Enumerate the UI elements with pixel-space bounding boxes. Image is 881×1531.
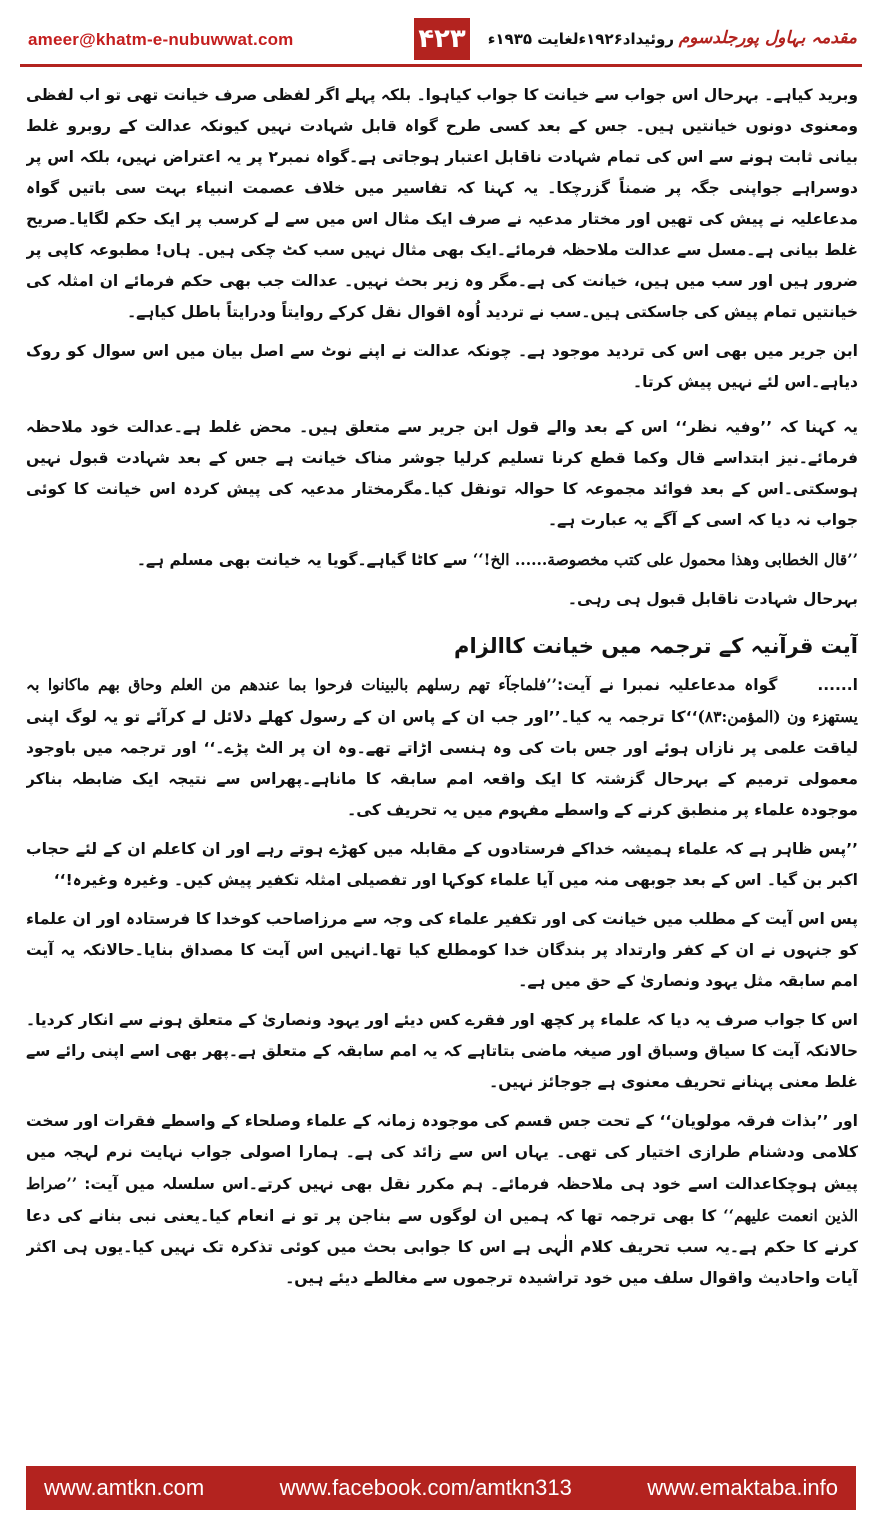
footer-link-emaktaba[interactable]: www.emaktaba.info [647,1475,838,1500]
paragraph-4-intro: گواہ مدعاعلیہ نمبرا نے آیت: [557,676,778,694]
arabic-quote-khattabi: ’’قال الخطابی وھذا محمول علی کتب مخصوصة...... الخ!‘‘ [472,550,858,569]
section-heading: آیت قرآنیہ کے ترجمہ میں خیانت کاالزام [454,634,858,658]
footer-link-amtkn[interactable]: www.amtkn.com [44,1475,205,1500]
header-divider [20,64,862,67]
header-period: روئیداد۱۹۲۶ءلغایت ۱۹۳۵ء [487,30,674,48]
paragraph-3-end: بہرحال شہادت ناقابل قبول ہی رہی۔ [567,590,858,608]
paragraph-4-rest: ‘‘کا ترجمہ یہ کیا۔’’اور جب ان کے پاس ان کے رسول کھلے دلائل لے کرآئے تو یہ لوگ اپنی لیاقت علمی پر نازاں ہوئے اور جس بات کی وہ ہنسی اڑاتے تھے۔وہ ان پر الٹ پڑے۔‘‘ اور ترجمہ میں باوجود معمولی ترمیم کے بہرحال گزشتہ کا ایک واقعہ امم سابقہ کا ماناہے۔پھراس سے نتیجہ ایک ضابطہ بناکر موجودہ علماء پر منطبق کرنے کے واسطے مفہوم میں یہ تحریف کی۔ [26,708,858,819]
page-number-badge: ۴۲۳ [414,18,470,60]
item-marker: ا...... [817,676,858,694]
paragraph-2: ابن جریر میں بھی اس کی تردید موجود ہے۔ چونکہ عدالت نے اپنے نوٹ سے اصل بیان میں اس سوال کو روک دیاہے۔اس لئے نہیں پیش کرتا۔ [26,342,858,391]
arabic-verse-mumin: ’’فلماجآء تھم رسلھم بالبینات فرحوا بما عندھم من العلم وحاق بھم ماکانوا بہ یستھزء ون (المؤمن:۸۳) [26,675,858,726]
page-header [0,0,881,68]
paragraph-3-quote [26,544,858,576]
page-footer [26,1466,856,1510]
paragraph-8-b: کا بھی ترجمہ تھا کہ ہمیں ان لوگوں سے بناجن پر تو نے انعام کیا۔یعنی نبی بنانے کی دعا کرنے کا حکم ہے۔یہ سب تحریف کلام الٰہی ہے اس کا جوابی بحث میں کوئی تذکرہ تک نہیں کیا۔یوں ہی اکثر آیات واحادیث واقوال سلف میں خود تراشیدہ ترجموں سے مغالطے دیئے ہیں۔ [26,1207,858,1287]
paragraph-4 [26,669,858,826]
paragraph-1: وبرید کیاہے۔ بہرحال اس جواب سے خیانت کا جواب کیاہوا۔ بلکہ پہلے اگر لفظی صرف خیانت تھی تو اب لفظی ومعنوی دونوں خیانتیں ہیں۔ جس کے بعد کسی طرح گواہ قابل شہادت نہیں کیونکہ عدالت کے روبرو غلط بیانی ثابت ہونے سے اس کی تمام شہادت ناقابل اعتبار ہوجاتی ہے۔گواہ نمبر۲ پر یہ اعتراض نہیں، بلکہ اس پر دوسراہے جواپنی جگہ پر ضمناً گزرچکا۔ یہ کہنا کہ تفاسیر میں خلاف عصمت انبیاء بہت سی باتیں گواہ مدعاعلیہ نے پیش کی تھیں اور مختار مدعیہ نے صرف ایک مثال اس میں سے لے کرسب پر ایک حکم لگایا۔صریح غلط بیانی ہے۔مسل سے عدالت ملاحظہ فرمائے۔ایک بھی مثال نہیں سب کٹ چکی ہیں۔ ہاں! مطبوعہ کاپی پر ضرور ہیں اور سب میں ہیں، خیانت کی ہے۔مگر وہ زیر بحث نہیں۔ عدالت جب بھی حکم فرمائے ان امثلہ کی خیانتیں تمام پیش کی جاسکتی ہیں۔سب نے تردید اُوہ اقوال نقل کرکے روایتاً ودرایتاً باطل کیاہے۔ [26,86,858,321]
arabic-verse-fatiha: ’’صراط الذین انعمت علیھم‘‘ [26,1174,858,1225]
quote-tail: سے کاٹا گیاہے۔گویا یہ خیانت بھی مسلم ہے۔ [136,551,468,569]
paragraph-8-a: اور ’’بذات فرقہ مولویان‘‘ کے تحت جس قسم کی موجودہ زمانہ کے علماء وصلحاء کے واسطے فقرات اور سخت کلامی ودشنام طرازی اختیار کی تھی۔ یہاں اس سے زائد کی ہے۔ ہمارا اصولی جواب نہایت نرم لہجہ میں پیش ہوچکاعدالت اسے خود ہی ملاحظہ فرمائے۔ ہم مکرر نقل بھی نہیں کرتے۔اس سلسلہ میں آیت: [26,1112,858,1193]
paragraph-5-quote: ’’پس ظاہر ہے کہ علماء ہمیشہ خداکے فرستادوں کے مقابلہ میں کھڑے ہوتے رہے اور ان کاعلم ان کے لئے حجاب اکبر بن گیا۔ اس کے بعد جوبھی منہ میں آیا علماء کوکہا اور تفصیلی امثلہ تکفیر پیش کیں۔ وغیرہ وغیرہ!‘‘ [26,840,858,889]
paragraph-3 [26,412,858,536]
footer-link-facebook[interactable]: www.facebook.com/amtkn313 [279,1475,572,1500]
paragraph-3-text: یہ کہنا کہ ’’وفیہ نظر‘‘ اس کے بعد والے قول ابن جریر سے متعلق ہیں۔ محض غلط ہے۔عدالت خود ملاحظہ فرمائے۔نیز ابتداسے قال وکما قطع کرنا تسلیم کرلیا جوشر مناک خیانت ہے جس کے بعد شہادت قبول نہیں ہوسکتی۔اس کے بعد فوائد مجموعہ کا حوالہ تونقل کیا۔مگرمختار مدعیہ کی پیش کردہ اس خیانت کا کوئی جواب نہ دیا کہ اسی کے آگے یہ عبارت ہے۔ [26,418,858,529]
book-title: مقدمہ بہاول پورجلدسوم [678,28,857,48]
paragraph-6: پس اس آیت کے مطلب میں خیانت کی اور تکفیر علماء کی وجہ سے مرزاصاحب کوخدا کا فرستادہ اور ان علماء کو جنہوں نے ان کے کفر وارتداد پر بندگان خدا کومطلع کیا تھا۔انہیں اس آیت کا مصداق بنایا۔حالانکہ یہ آیت امم سابقہ مثل یہود ونصاریٰ کے حق میں ہے۔ [26,910,858,990]
document-body [26,80,858,1456]
paragraph-7: اس کا جواب صرف یہ دیا کہ علماء پر کچھ اور فقرے کس دیئے اور یہود ونصاریٰ کے متعلق ہونے سے انکار کردیا۔حالانکہ آیت کا سیاق وسباق اور صیغہ ماضی بتاتاہے کہ یہ امم سابقہ کے متعلق ہے۔پھر بھی اسے اپنی رائے سے غلط معنی پہنانے تحریف معنوی ہے جوجائز نہیں۔ [26,1011,858,1091]
header-email[interactable]: ameer@khatm-e-nubuwwat.com [28,30,294,49]
paragraph-8 [26,1106,858,1294]
